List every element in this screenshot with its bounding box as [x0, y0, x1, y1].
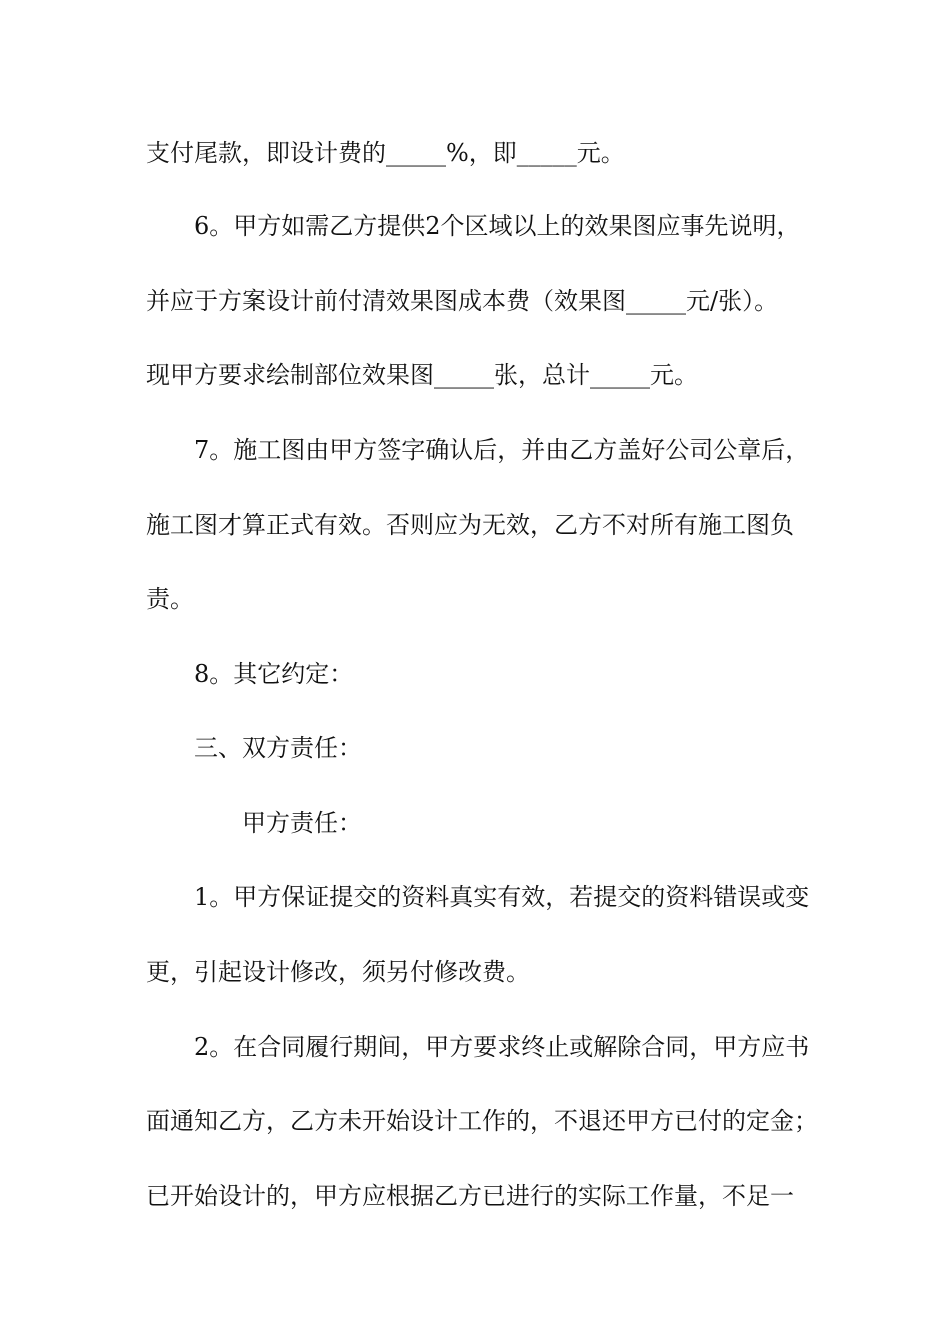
text-line-duty-1-cont: 更，引起设计修改，须另付修改费。 [146, 958, 530, 986]
text-line-duty-2: 2。在合同履行期间，甲方要求终止或解除合同，甲方应书 [194, 1033, 810, 1061]
text-line-duty-2-cont: 面通知乙方，乙方未开始设计工作的，不退还甲方已付的定金； [146, 1107, 818, 1135]
text-line-clause-8: 8。其它约定： [194, 660, 354, 688]
text-line-duty-1: 1。甲方保证提交的资料真实有效，若提交的资料错误或变 [194, 883, 810, 911]
text-line-responsibility-end: 责。 [146, 585, 194, 613]
text-line-construction-drawings: 施工图才算正式有效。否则应为无效，乙方不对所有施工图负 [146, 511, 794, 539]
text-line-rendering-cost: 并应于方案设计前付清效果图成本费（效果图_____元/张）。 [146, 287, 779, 315]
text-line-duty-2-cont-2: 已开始设计的，甲方应根据乙方已进行的实际工作量，不足一 [146, 1182, 794, 1210]
text-line-rendering-count: 现甲方要求绘制部位效果图_____张，总计_____元。 [146, 361, 698, 389]
text-line-final-payment: 支付尾款，即设计费的_____%，即_____元。 [146, 139, 625, 167]
text-line-clause-6: 6。甲方如需乙方提供2个区域以上的效果图应事先说明， [194, 212, 801, 240]
section-heading-mutual-duties: 三、双方责任： [194, 734, 362, 762]
text-line-clause-7: 7。施工图由甲方签字确认后，并由乙方盖好公司公章后， [194, 436, 810, 464]
subheading-party-a-duties: 甲方责任： [242, 809, 362, 837]
